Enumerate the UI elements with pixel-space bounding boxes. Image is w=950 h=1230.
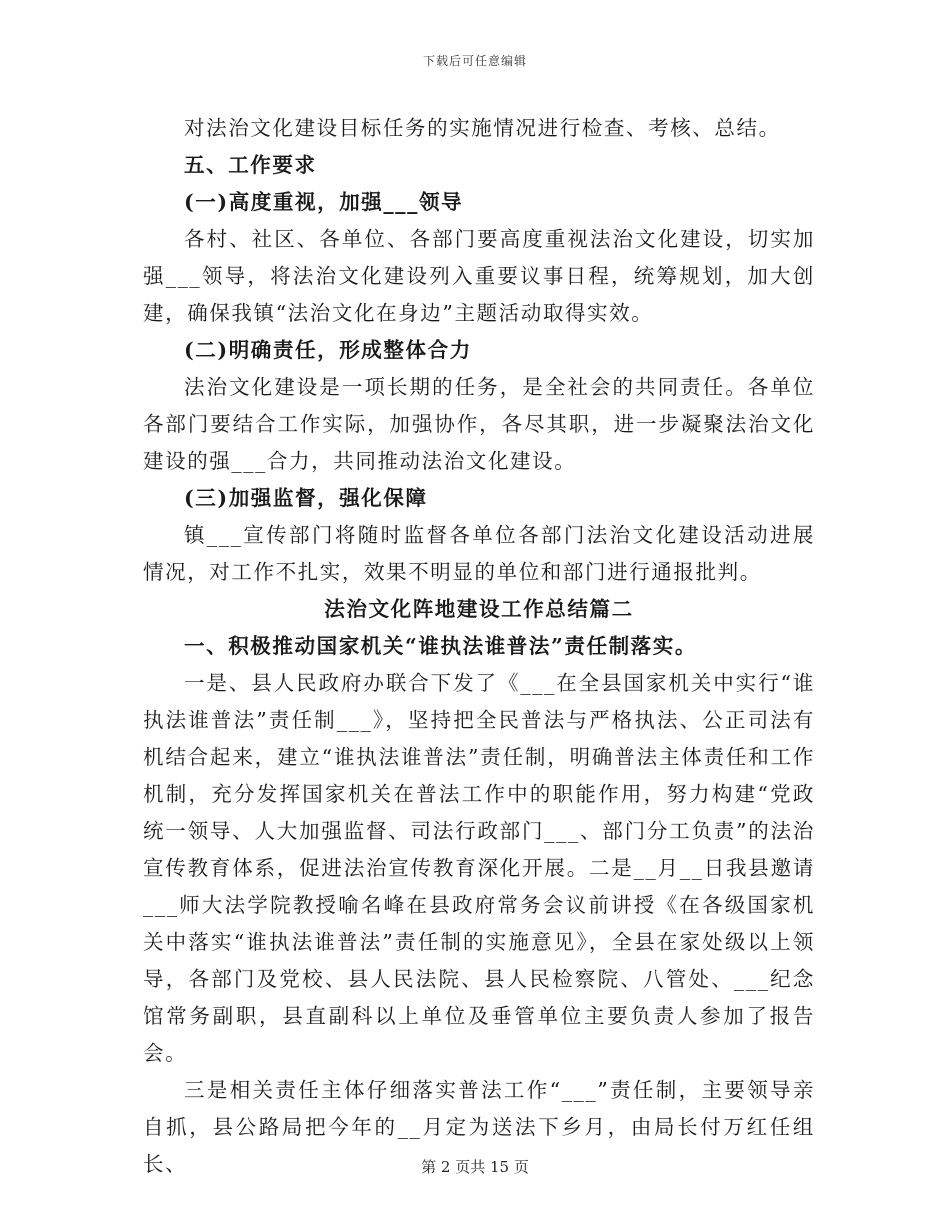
subheading-attach-importance: (一)高度重视，加强___领导: [184, 190, 464, 214]
paragraph-inspection: 对法治文化建设目标任务的实施情况进行检查、考核、总结。: [184, 116, 781, 140]
article-title-part-two: 法治文化阵地建设工作总结篇二: [324, 597, 634, 621]
page-footer: 第 2 页共 15 页: [421, 1158, 529, 1176]
page-header: 下载后可任意编辑: [422, 54, 527, 68]
subheading-clarify-responsibility: (二)明确责任，形成整体合力: [184, 338, 472, 362]
section-heading-work-requirements: 五、工作要求: [184, 153, 317, 177]
paragraph-joint-responsibility: 法治文化建设是一项长期的任务，是全社会的共同责任。各单位各部门要结合工作实际，加强协作，各尽其职，进一步凝聚法治文化建设的强___合力，共同推动法治文化建设。: [143, 375, 815, 473]
paragraph-first-second-points: 一是、县人民政府办联合下发了《___在全县国家机关中实行“谁执法谁普法”责任制___》，坚持把全民普法与严格执法、公正司法有机结合起来，建立“谁执法谁普法”责任制，明确普法主体责任和工作机制，充分发挥国家机关在普法工作中的职能作用，努力构建“党政统一领导、人大加强监督、司法行政部门___、部门分工负责”的法治宣传教育体系，促进法治宣传教育深化开展。二是__月__日我县邀请___师大法学院教授喻名峰在县政府常务会议前讲授《在各级国家机关中落实“谁执法谁普法”责任制的实施意见》，全县在家处级以上领导，各部门及党校、县人民法院、县人民检察院、八管处、___纪念馆常务副职，县直副科以上单位及垂管单位主要负责人参加了报告会。: [143, 671, 815, 1065]
paragraph-leadership: 各村、社区、各单位、各部门要高度重视法治文化建设，切实加强___领导，将法治文化建设列入重要议事日程，统筹规划，加大创建，确保我镇“法治文化在身边”主题活动取得实效。: [143, 227, 815, 325]
section-heading-promote-responsibility: 一、积极推动国家机关“谁执法谁普法”责任制落实。: [184, 634, 697, 658]
document-body: [143, 110, 815, 1183]
paragraph-third-point: 三是相关责任主体仔细落实普法工作“___”责任制，主要领导亲自抓，县公路局把今年的__月定为送法下乡月，由局长付万红任组长、: [143, 1078, 815, 1176]
subheading-supervision: (三)加强监督，强化保障: [184, 486, 428, 510]
paragraph-supervision: 镇___宣传部门将随时监督各单位各部门法治文化建设活动进展情况，对工作不扎实，效果不明显的单位和部门进行通报批判。: [143, 523, 815, 584]
